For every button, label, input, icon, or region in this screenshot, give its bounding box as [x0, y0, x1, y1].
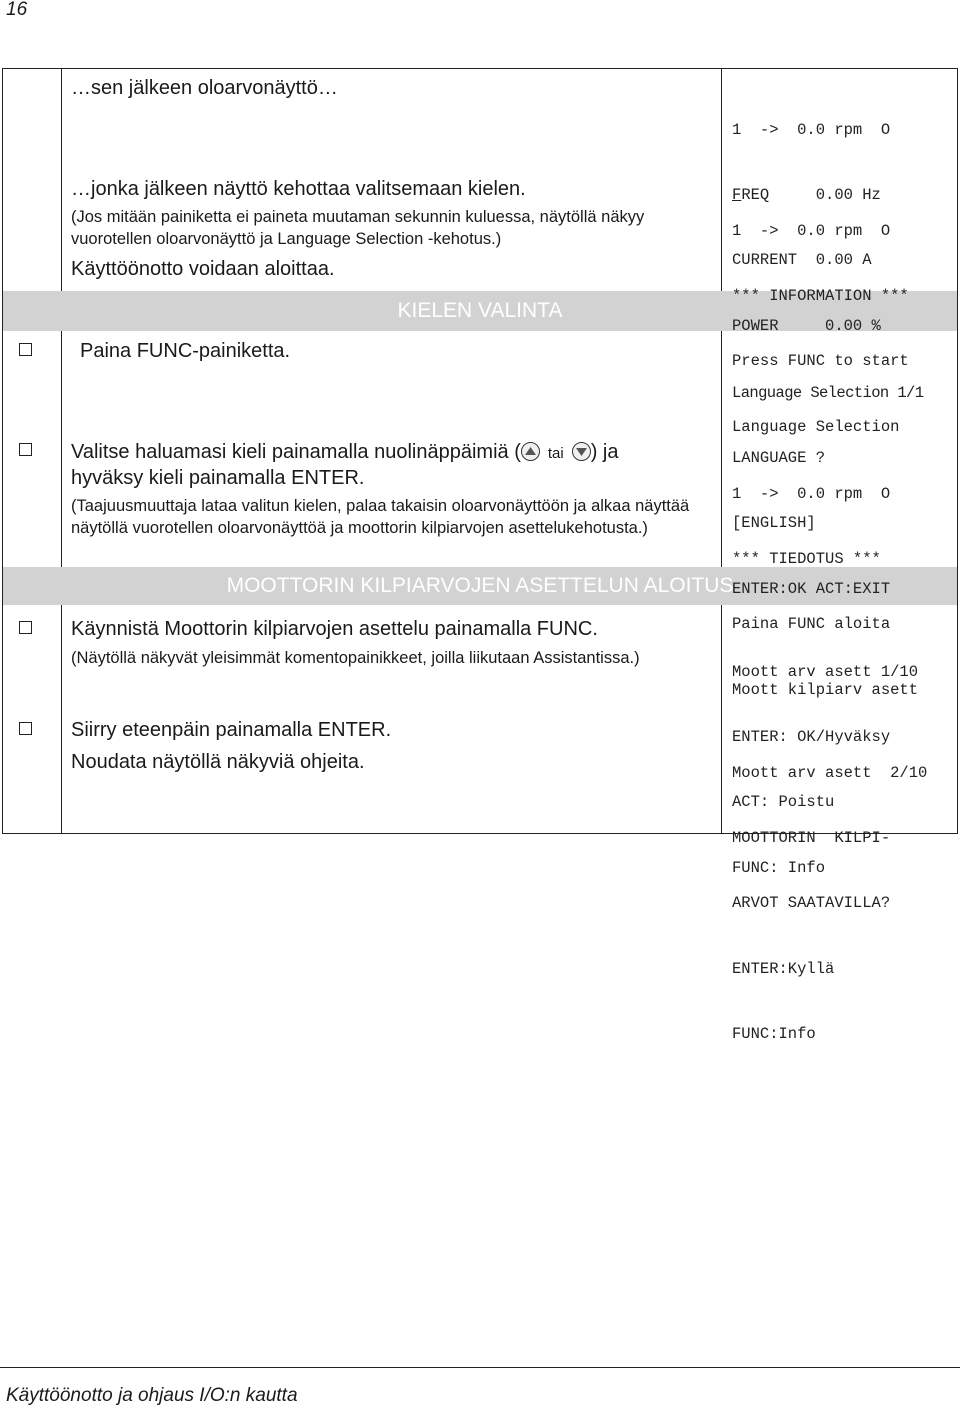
- panel-display-motor-nameplate: [732, 719, 956, 1068]
- display-line: Paina FUNC aloita: [732, 615, 891, 634]
- column-divider-right: [721, 69, 722, 291]
- select-language-text-after: ) ja: [590, 441, 619, 463]
- column-divider-left: [61, 331, 62, 567]
- select-language-text-before: Valitse haluamasi kieli painamalla nuolinäppäimiä (: [71, 441, 521, 463]
- step-text-select-language-line2: hyväksy kieli painamalla ENTER.: [71, 467, 365, 489]
- display-line: POWER 0.00 %: [732, 316, 881, 335]
- step-text-follow-instructions: Noudata näytöllä näkyviä ohjeita.: [71, 751, 365, 773]
- display-line: *** TIEDOTUS ***: [732, 549, 881, 568]
- display-line: 1 -> 0.0 rpm O: [732, 221, 891, 240]
- display-line: FUNC:Info: [732, 1025, 816, 1044]
- display-line: ACT: Poistu: [732, 793, 835, 812]
- display-line: [ENGLISH]: [732, 514, 816, 533]
- step-text-press-func: Paina FUNC-painiketta.: [80, 340, 291, 362]
- display-line: FUNC: Info: [732, 858, 826, 877]
- display-line: Moott arv asett 2/10: [732, 763, 928, 782]
- display-line: ENTER: OK/Hyväksy: [732, 727, 891, 746]
- step-text-start-motor: Käynnistä Moottorin kilpiarvojen asettelu painamalla FUNC.: [71, 618, 598, 640]
- display-line: *** INFORMATION ***: [732, 286, 909, 305]
- footer-section-title: Käyttöönotto ja ohjaus I/O:n kautta: [6, 1385, 298, 1406]
- display-line: FREQ 0.00 Hz: [732, 185, 881, 204]
- step-note-select-language: (Taajuusmuuttaja lataa valitun kielen, palaa takaisin oloarvonäyttöön ja alkaa näyttää näytöllä vuorotellen oloarvonäyttöä ja moottorin kilpiarvojen asettelukehotusta.): [71, 497, 690, 537]
- step-checkbox[interactable]: [19, 722, 32, 735]
- step-note-language-prompt: (Jos mitään painiketta ei paineta muutaman sekunnin kuluessa, näytöllä näkyy vuorotellen oloarvonäyttö ja Language Selection -kehotus.): [71, 208, 645, 248]
- step-text-next: Siirry eteenpäin painamalla ENTER.: [71, 719, 392, 741]
- display-line: Language Selection: [732, 417, 900, 436]
- display-line: 1 -> 0.0 rpm O: [732, 120, 891, 139]
- step-text-language-prompt: …jonka jälkeen näyttö kehottaa valitsemaan kielen.: [71, 178, 526, 200]
- display-line: ENTER:OK ACT:EXIT: [732, 579, 891, 598]
- display-line: 1 -> 0.0 rpm O: [732, 484, 891, 503]
- step-checkbox[interactable]: [19, 443, 32, 456]
- select-language-or: tai: [547, 445, 564, 462]
- step-text-select-language: [71, 440, 706, 464]
- display-line: Moott arv asett 1/10: [732, 662, 919, 681]
- arrow-up-key-icon: [521, 442, 540, 461]
- display-line: ARVOT SAATAVILLA?: [732, 894, 891, 913]
- display-line: Moott kilpiarv asett: [732, 680, 919, 699]
- column-divider-right: [721, 331, 722, 567]
- step-text-start: Käyttöönotto voidaan aloittaa.: [71, 258, 335, 280]
- step-checkbox[interactable]: [19, 343, 32, 356]
- display-line: ENTER:Kyllä: [732, 959, 835, 978]
- step-note-start-motor: (Näytöllä näkyvät yleisimmät komentopainikkeet, joilla liikutaan Assistantissa.): [71, 649, 640, 667]
- display-line: CURRENT 0.00 A: [732, 251, 872, 270]
- display-line: MOOTTORIN KILPI-: [732, 828, 891, 847]
- step-checkbox[interactable]: [19, 621, 32, 634]
- column-divider-left: [61, 69, 62, 291]
- footer-divider: [0, 1367, 960, 1368]
- display-line: Press FUNC to start: [732, 352, 909, 371]
- section-header-motor: MOOTTORIN KILPIARVOJEN ASETTELUN ALOITUS: [3, 567, 957, 605]
- section-header-language: KIELEN VALINTA: [3, 291, 957, 331]
- column-divider-left: [61, 605, 62, 834]
- step-text-after-status: …sen jälkeen oloarvonäyttö…: [71, 77, 338, 99]
- column-divider-right: [721, 605, 722, 834]
- arrow-down-key-icon: [572, 442, 591, 461]
- page-number: 16: [6, 0, 28, 20]
- display-line: Language Selection 1/1: [732, 383, 924, 402]
- display-line: LANGUAGE ?: [732, 448, 826, 467]
